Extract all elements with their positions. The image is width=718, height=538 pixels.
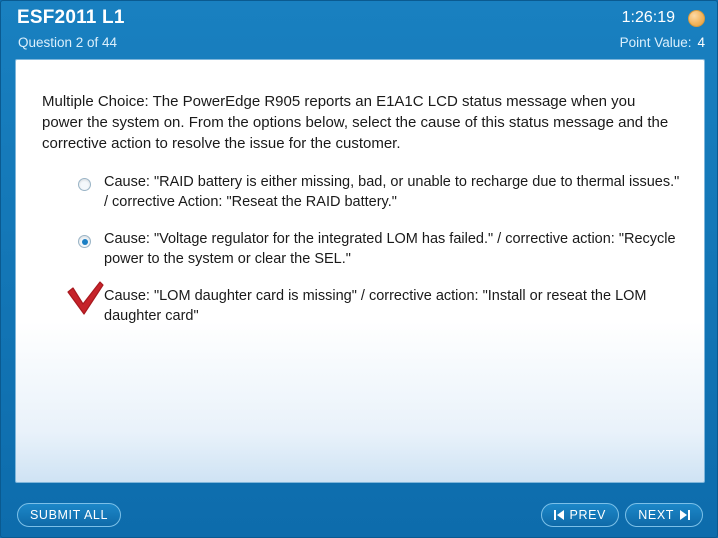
footer-bar xyxy=(1,491,718,538)
next-label: NEXT xyxy=(638,508,674,522)
option-row[interactable] xyxy=(42,286,682,326)
options-list xyxy=(42,172,682,343)
submit-all-button[interactable] xyxy=(17,503,121,527)
header-bar xyxy=(1,1,718,57)
radio-option-2[interactable] xyxy=(78,235,91,248)
timer-text: 1:26:19 xyxy=(621,9,675,26)
clock-dot-icon xyxy=(688,10,705,27)
point-value-label: Point Value: xyxy=(619,35,692,50)
option-label-2: Cause: "Voltage regulator for the integrated LOM has failed." / corrective action: "Recycle power to the system or clear the SEL." xyxy=(104,231,676,267)
prev-label: PREV xyxy=(569,508,606,522)
question-text: Multiple Choice: The PowerEdge R905 reports an E1A1C LCD status message when you power the system on. From the options below, select the cause of this status message and the corrective action to resolve the issue for the customer. xyxy=(42,93,669,152)
prev-icon xyxy=(554,510,564,520)
next-button[interactable] xyxy=(625,503,703,527)
next-icon xyxy=(680,510,690,520)
prev-button[interactable] xyxy=(541,503,619,527)
page-title: ESF2011 L1 xyxy=(17,7,125,28)
submit-all-label: SUBMIT ALL xyxy=(30,508,109,522)
question-counter: Question 2 of 44 xyxy=(18,35,118,50)
option-row[interactable] xyxy=(42,172,682,212)
option-row[interactable] xyxy=(42,229,682,269)
option-label-3: Cause: "LOM daughter card is missing" / corrective action: "Install or reseat the LOM daughter card" xyxy=(104,288,647,324)
question-card xyxy=(15,59,705,483)
radio-option-1[interactable] xyxy=(78,178,91,191)
checkmark-annotation-icon xyxy=(64,280,106,318)
point-value-number: 4 xyxy=(697,35,705,50)
point-value xyxy=(620,35,705,50)
option-label-1: Cause: "RAID battery is either missing, bad, or unable to recharge due to thermal issues." / corrective Action: "Reseat the RAID battery." xyxy=(104,174,680,210)
